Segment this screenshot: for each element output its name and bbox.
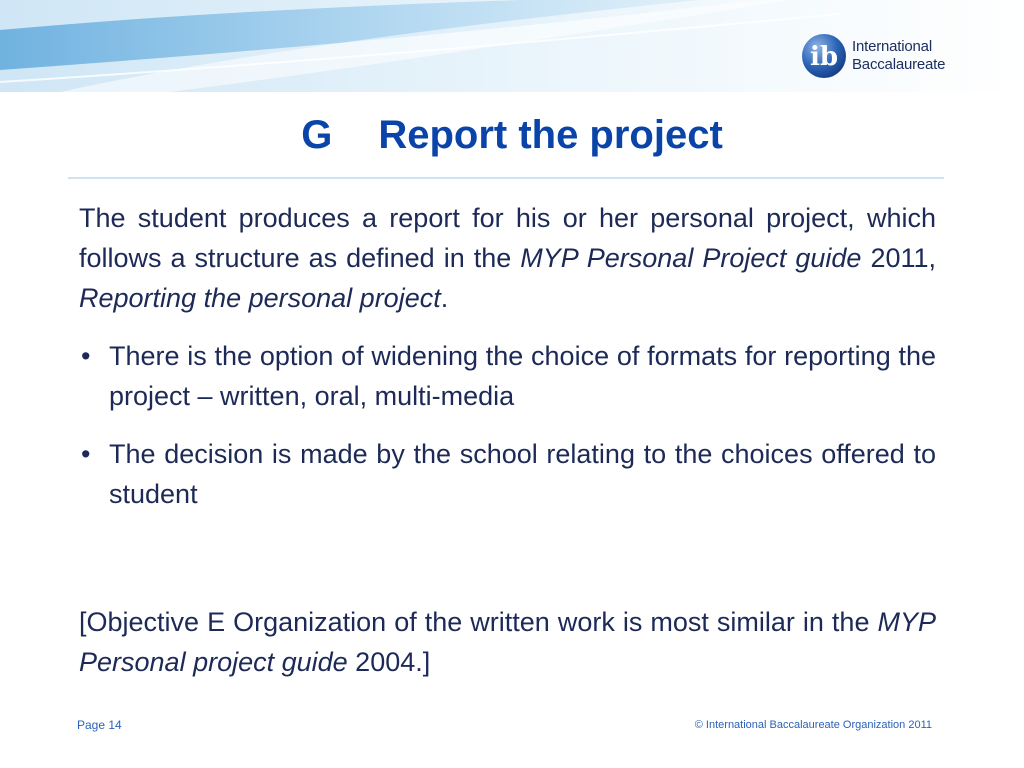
bullet-icon: • (81, 341, 91, 371)
intro-paragraph: The student produces a report for his or her personal project, which follows a structure as defined in the MYP Personal Project guide 2011, Reporting the personal project. (79, 203, 937, 313)
note-guide-title: MYP Personal project guide (79, 607, 936, 677)
logo-line-2: Baccalaureate (852, 56, 946, 73)
copyright-notice: © International Baccalaureate Organization 2011 (694, 719, 932, 731)
intro-guide-title: MYP Personal Project guide (520, 243, 862, 273)
ib-logo (800, 28, 945, 84)
title-letter: G (301, 113, 333, 157)
ib-logo-wordmark (852, 38, 945, 74)
slide-title (0, 110, 1024, 160)
bullet-list (79, 336, 936, 514)
logo-line-1: International (852, 38, 932, 55)
intro-section-title: Reporting the personal project (79, 283, 441, 313)
page-number: Page 14 (77, 718, 122, 732)
ib-logo-icon (800, 32, 848, 80)
slide-body (79, 198, 936, 682)
note-paragraph: [Objective E Organization of the written work is most similar in the MYP Personal project guide 2004.] (79, 607, 936, 677)
list-item: • There is the option of widening the choice of formats for reporting the project – written, oral, multi-media (79, 336, 936, 416)
svg-text:ib: ib (809, 42, 839, 72)
title-text: Report the project (378, 113, 723, 157)
bullet-icon: • (81, 439, 91, 469)
list-item: • The decision is made by the school relating to the choices offered to student (79, 434, 936, 514)
title-divider (68, 177, 944, 179)
